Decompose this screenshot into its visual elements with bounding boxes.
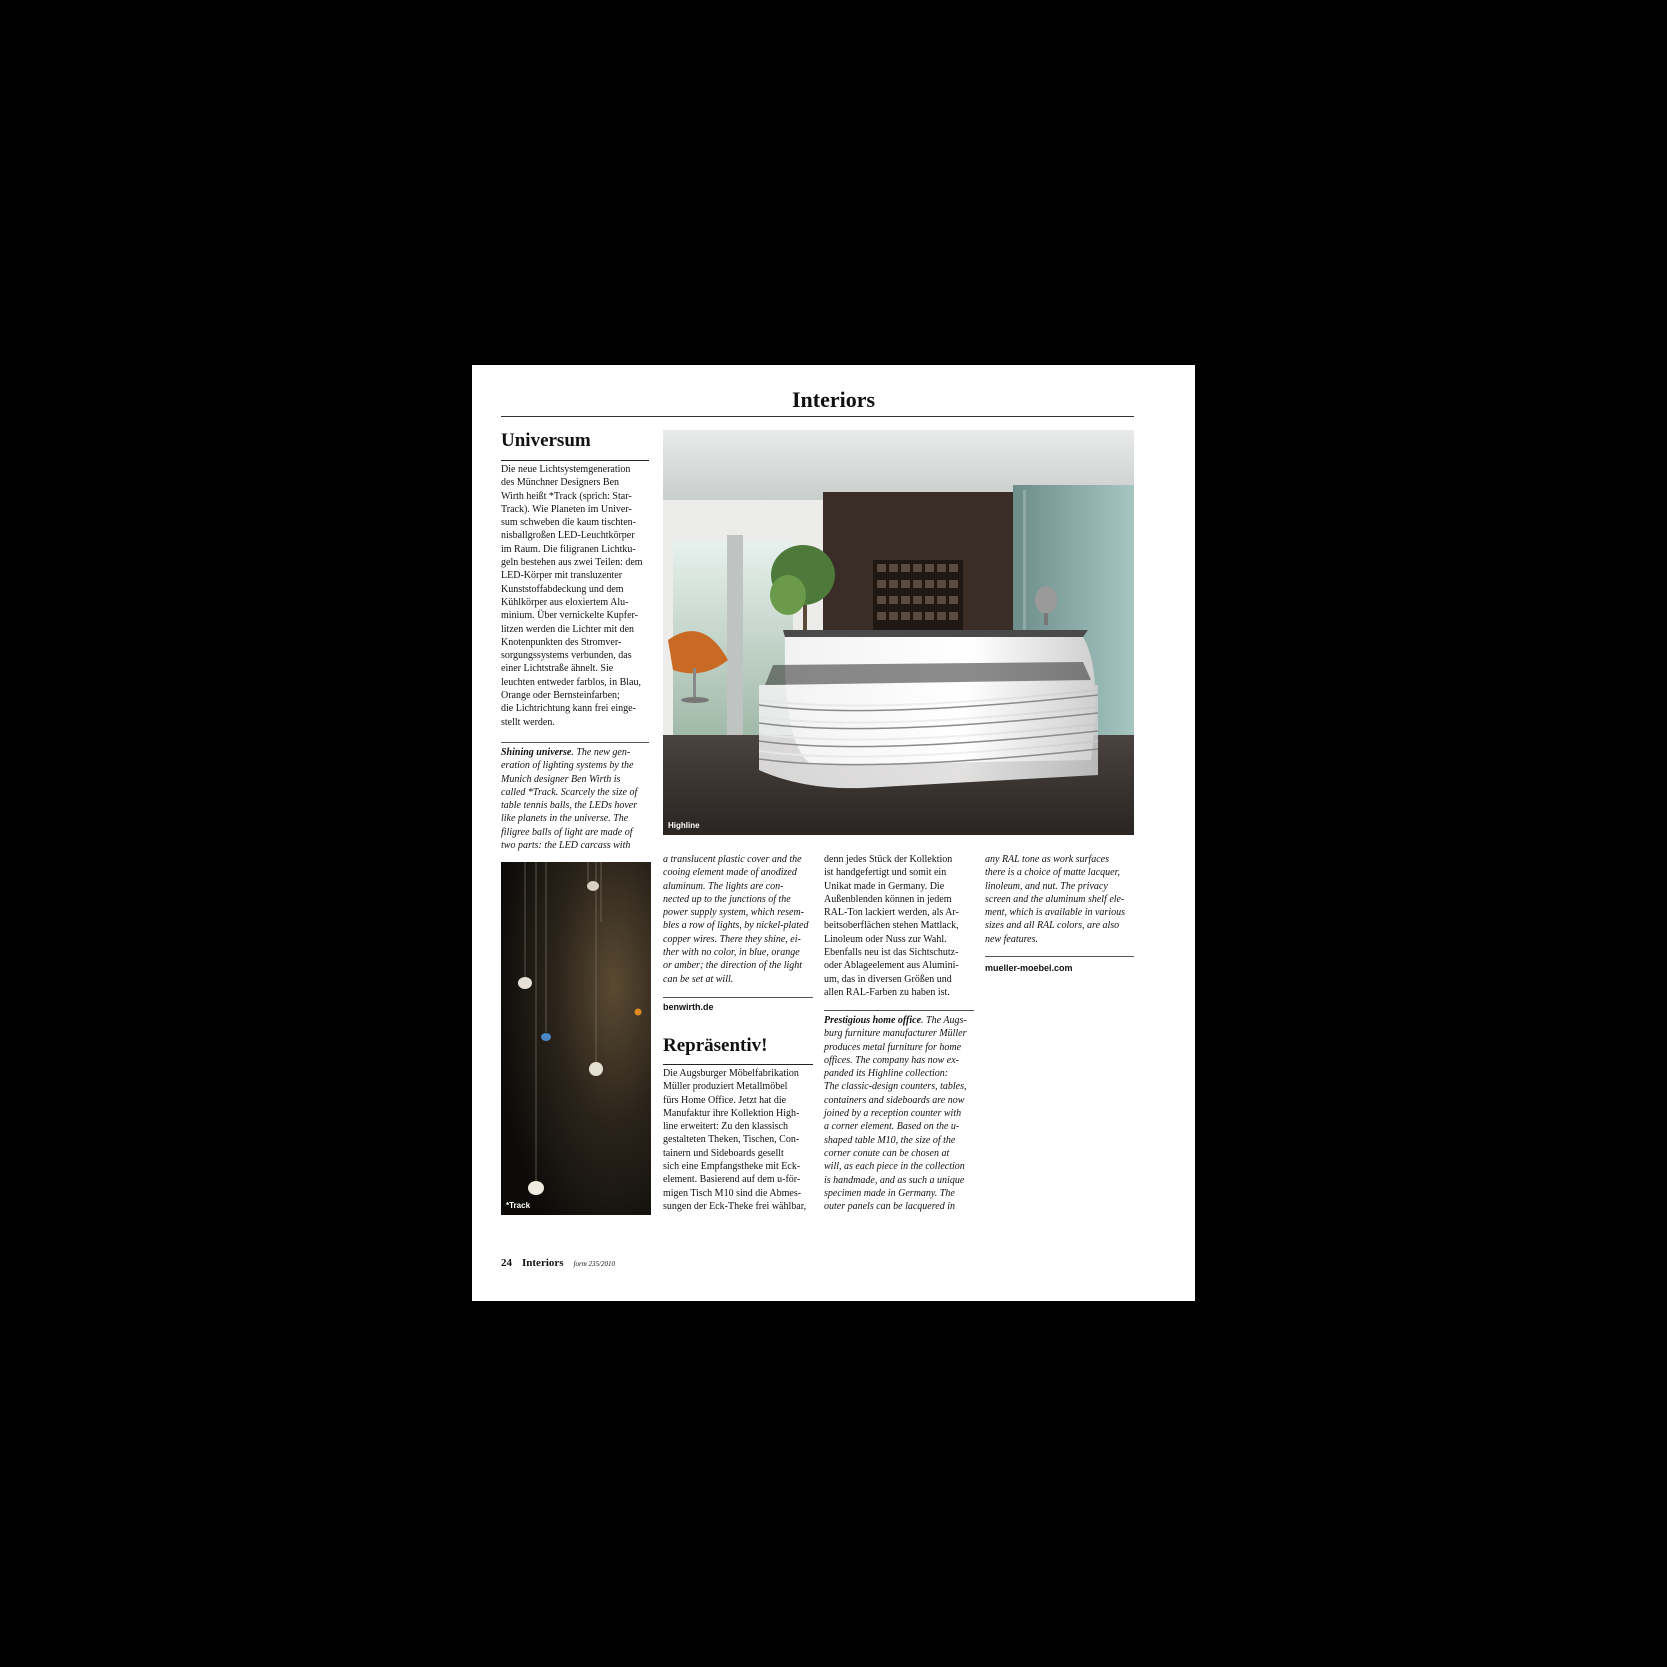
universum-body-en-2: a translucent plastic cover and the cooing element made of anodized aluminum. The lights are con- nected up to the junctions of the power supply system, which resem- bles a row of lights, by nickel-plated copper wires. There they shine, ei- ther with no color, in blue, orange or amber; the direction of the light can be set at will. — [663, 854, 809, 985]
repraesentiv-heading: Repräsentiv! — [663, 1035, 768, 1056]
mueller-divider — [985, 956, 1134, 957]
repraesentiv-body-en-2: any RAL tone as work surfaces there is a choice of matte lacquer, linoleum, and nut. The privacy screen and the aluminum shelf ele- ment, which is available in various sizes and all RAL colors, are also new features. — [985, 854, 1125, 945]
section-title: Interiors — [791, 387, 876, 412]
footer-issue: form 235/2010 — [573, 1260, 615, 1268]
repraesentiv-body-en-1 — [824, 1014, 976, 1213]
footer-section: Interiors — [522, 1257, 564, 1269]
repraesentiv-body-de-1: Die Augsburger Möbelfabrikation Müller produziert Metallmöbel fürs Home Office. Jetzt hat die Manufaktur ihre Kollektion High- line erweitert: Zu den klassisch gestalteten Theken, Tischen, Con- tainern und Sideboards gesellt sich eine Empfangstheke mit Eck- element. Basierend auf dem u-för- migen Tisch M10 sind die Abmes- sungen der Eck-Theke frei wählbar, — [663, 1068, 807, 1212]
universum-body-de: Die neue Lichtsystemgeneration des Münchner Designers Ben Wirth heißt *Track (sprich: Star- Track). Wie Planeten im Univer- sum schweben die kaum tischten- nisballgroßen LED-Leuchtkörper im Raum. Die filigranen Lichtku- geln bestehen aus zwei Teilen: dem LED-Körper mit transluzenter Kunststoffabdeckung und dem Kühlkörper aus eloxiertem Alu- minium. Über vernickelte Kupfer- litzen werden die Lichter mit den Knotenpunkten des Stromver- sorgungssystems verbunden, das einer Lichtstraße ähnelt. Sie leuchten entweder farblos, in Blau, Orange oder Bernsteinfarben; die Lichtrichtung kann frei einge- stellt werden. — [501, 464, 643, 728]
track-photo-image — [501, 862, 651, 1215]
repraesentiv-en-text: . The Augs- burg furniture manufacturer Müller produces metal furniture for home offices. The company has now ex- panded its Highline collection: The classic-design counters, tables, containers and sideboards are now joined by a reception counter with a corner element. Based on the u- shaped table M10, the size of the corner conute can be chosen at will, as each piece in the collection is handmade, and as such a unique specimen made in Germany. The outer panels can be lacquered in — [824, 1015, 967, 1213]
benwirth-url: benwirth.de — [663, 1002, 714, 1012]
universum-body-en-1 — [501, 746, 651, 852]
repraesentiv-heading-rule — [663, 1064, 813, 1065]
repraesentiv-en-lead: Prestigious home office — [824, 1015, 922, 1026]
highline-caption: Highline — [668, 821, 700, 830]
section-title-rule — [501, 416, 1134, 417]
benwirth-divider — [663, 997, 813, 998]
page-footer — [501, 1253, 615, 1271]
universum-en-text: . The new gen- eration of lighting systems by the Munich designer Ben Wirth is called *Track. Scarcely the size of table tennis balls, the LEDs hover like planets in the universe. The filigree balls of light are made of two parts: the LED carcass with — [501, 747, 638, 852]
mueller-url: mueller-moebel.com — [985, 963, 1073, 973]
repraesentiv-divider — [824, 1010, 974, 1011]
universum-divider — [501, 742, 649, 743]
page-number: 24 — [501, 1257, 512, 1269]
magazine-page — [472, 365, 1195, 1301]
track-photo — [501, 862, 651, 1215]
universum-heading-rule — [501, 460, 649, 461]
track-caption: *Track — [506, 1201, 531, 1210]
highline-photo-image — [663, 430, 1134, 835]
highline-photo — [663, 430, 1134, 835]
universum-heading: Universum — [501, 430, 591, 451]
universum-en-lead: Shining universe — [501, 747, 572, 758]
repraesentiv-body-de-2: denn jedes Stück der Kollektion ist handgefertigt und somit ein Unikat made in Germany. Die Außenblenden können in jedem RAL-Ton lackiert werden, als Ar- beitsoberflächen stehen Mattlack, Linoleum oder Nuss zur Wahl. Ebenfalls neu ist das Sichtschutz- oder Ablageelement aus Alumini- um, das in diversen Größen und allen RAL-Farben zu haben ist. — [824, 854, 959, 998]
